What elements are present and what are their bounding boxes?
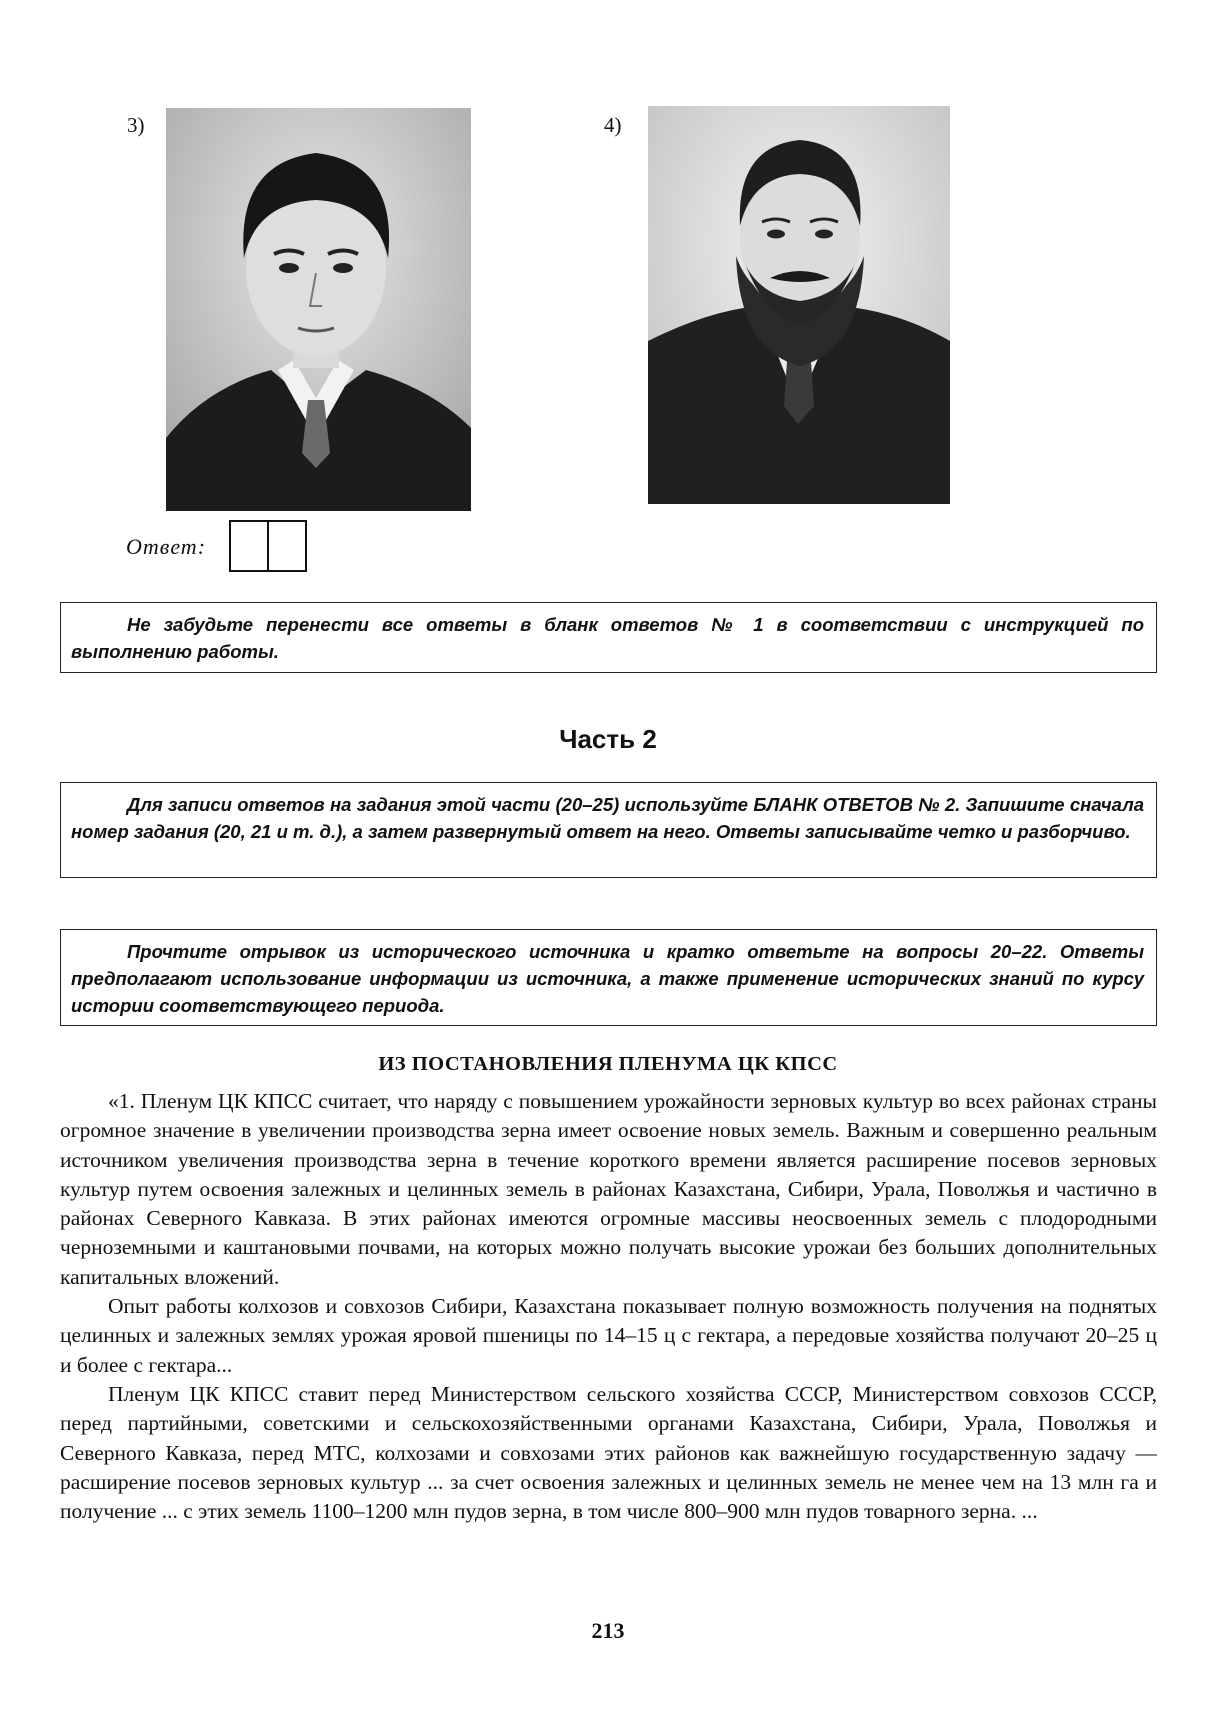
task-intro-text: Прочтите отрывок из исторического источника и кратко ответьте на вопросы 20–22. Ответы предполагают использование информации из источника, а также применение исторических знаний по курсу истории соответствующего периода.	[71, 941, 1144, 1016]
photo-3-label: 3)	[127, 113, 145, 137]
answer-label: Ответ:	[126, 534, 207, 559]
source-text	[60, 1087, 1157, 1526]
task-intro-box	[60, 929, 1157, 1026]
page-number: 213	[591, 1618, 625, 1643]
transfer-answers-note	[60, 602, 1157, 673]
transfer-answers-text: Не забудьте перенести все ответы в бланк ответов № 1 в соответствии с инструкцией по выполнению работы.	[71, 614, 1144, 662]
part-2-instruction-text: Для записи ответов на задания этой части (20–25) используйте БЛАНК ОТВЕТОВ № 2. Запишите сначала номер задания (20, 21 и т. д.), а затем развернутый ответ на него. Ответы записывайте четко и разборчиво.	[71, 794, 1144, 842]
part-2-instruction-box	[60, 782, 1157, 878]
photo-4-label: 4)	[604, 113, 622, 137]
source-paragraph-2: Опыт работы колхозов и совхозов Сибири, Казахстана показывает полную возможность получения на поднятых целинных и залежных землях урожая яровой пшеницы по 14–15 ц с гектара, а передовые хозяйства получают 20–25 ц и более с гектара...	[60, 1294, 1157, 1377]
part-2-title: Часть 2	[559, 724, 657, 754]
answer-box-2[interactable]	[267, 520, 307, 572]
source-paragraph-3: Пленум ЦК КПСС ставит перед Министерством сельского хозяйства СССР, Министерством совхозов СССР, перед партийными, советскими и сельскохозяйственными органами Казахстана, Сибири, Урала, Поволжья и Северного Кавказа, перед МТС, колхозами и совхозами этих районов как важнейшую государственную задачу — расширение посевов зерновых культур ... за счет освоения залежных и целинных земель не менее чем на 13 млн га и получение ... с этих земель 1100–1200 млн пудов зерна, в том числе 800–900 млн пудов товарного зерна. ...	[60, 1381, 1157, 1524]
portrait-photo-3	[166, 108, 471, 511]
portrait-photo-4	[648, 106, 950, 504]
source-paragraph-1: «1. Пленум ЦК КПСС считает, что наряду с повышением урожайности зерновых культур во всех районах страны огромное значение в увеличении производства зерна имеет освоение новых земель. Важным и совершенно реальным источником увеличения производства зерна в течение короткого времени является расширение посевов зерновых культур путем освоения залежных и целинных земель в районах Казахстана, Сибири, Урала, Поволжья и частично в районах Северного Кавказа. В этих районах имеются огромные массивы неосвоенных земель с плодородными черноземными и каштановыми почвами, на которых можно получать высокие урожаи без больших дополнительных капитальных вложений.	[60, 1089, 1157, 1289]
answer-box-1[interactable]	[229, 520, 269, 572]
source-title: ИЗ ПОСТАНОВЛЕНИЯ ПЛЕНУМА ЦК КПСС	[378, 1053, 838, 1075]
